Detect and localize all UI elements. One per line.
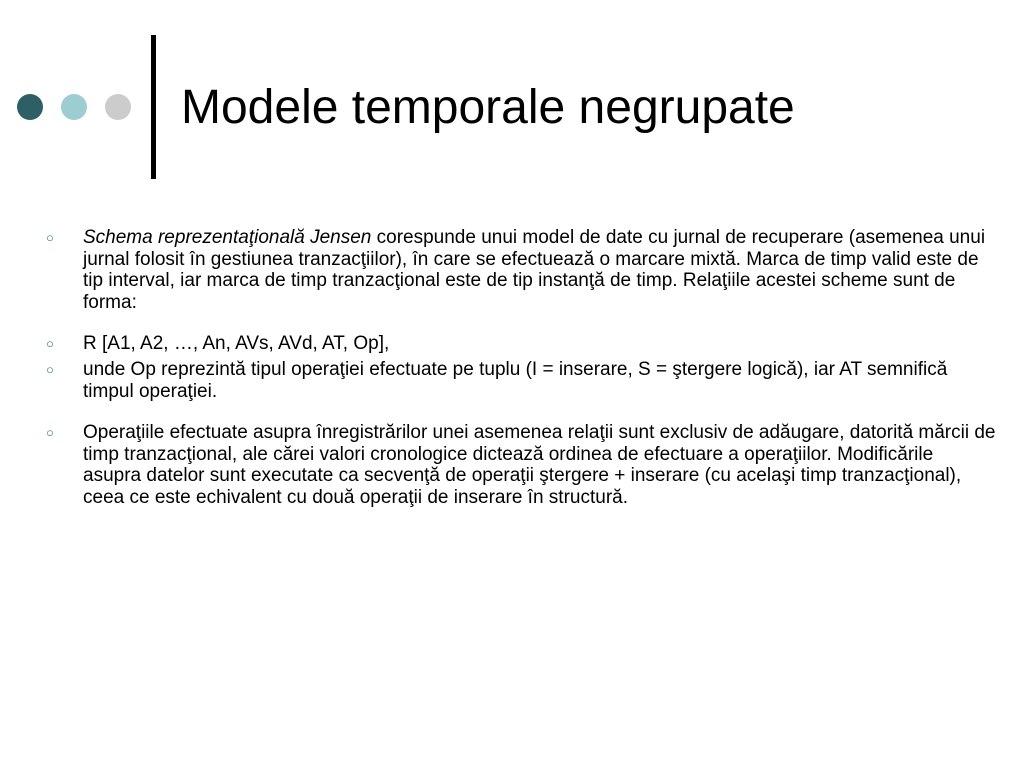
slide-title: Modele temporale negrupate	[181, 81, 795, 134]
dark-teal-dot-icon	[17, 94, 43, 120]
hollow-circle-bullet-icon: ○	[46, 336, 54, 352]
hollow-circle-bullet-icon: ○	[46, 361, 54, 377]
light-teal-dot-icon	[61, 94, 87, 120]
gray-dot-icon	[105, 94, 131, 120]
title-divider	[151, 35, 156, 179]
slide-body	[46, 227, 996, 509]
bullet-item-relation-form	[46, 333, 996, 355]
bullet-text-rest: corespunde unui model de date cu jurnal de recuperare (asemenea unui jurnal folosit în gestiunea tranzacţiilor), în care se efectuează o marcare mixtă. Marca de timp valid este de tip interval, iar marca de timp tranzacţional este de tip instanţă de timp. Relaţiile acestei scheme sunt de forma:	[83, 227, 986, 313]
bullet-text: unde Op reprezintă tipul operaţiei efectuate pe tuplu (I = inserare, S = ştergere logică), iar AT semnifică timpul operaţiei.	[83, 358, 948, 402]
bullet-item-operations	[46, 422, 996, 508]
bullet-text: Operaţiile efectuate asupra înregistrărilor unei asemenea relaţii sunt exclusiv de adăugare, datorită mărcii de timp tranzacţional, ale cărei valori cronologice dictează ordinea de efectuare a operaţiilor. Modificările asupra datelor sunt executate ca secvenţă de operaţii ştergere + inserare (cu acelaşi timp tranzacţional), ceea ce este echivalent cu două operaţii de inserare în structură.	[83, 422, 996, 508]
hollow-circle-bullet-icon: ○	[46, 425, 54, 441]
decorative-dots	[17, 94, 133, 122]
bullet-item-op-description	[46, 359, 996, 402]
term-emphasis: Schema reprezentaţională Jensen	[83, 227, 372, 248]
bullet-text	[83, 227, 996, 313]
bullet-item-jensen	[46, 227, 996, 313]
hollow-circle-bullet-icon: ○	[46, 230, 54, 245]
bullet-text: R [A1, A2, …, An, AVs, AVd, AT, Op],	[83, 333, 390, 355]
